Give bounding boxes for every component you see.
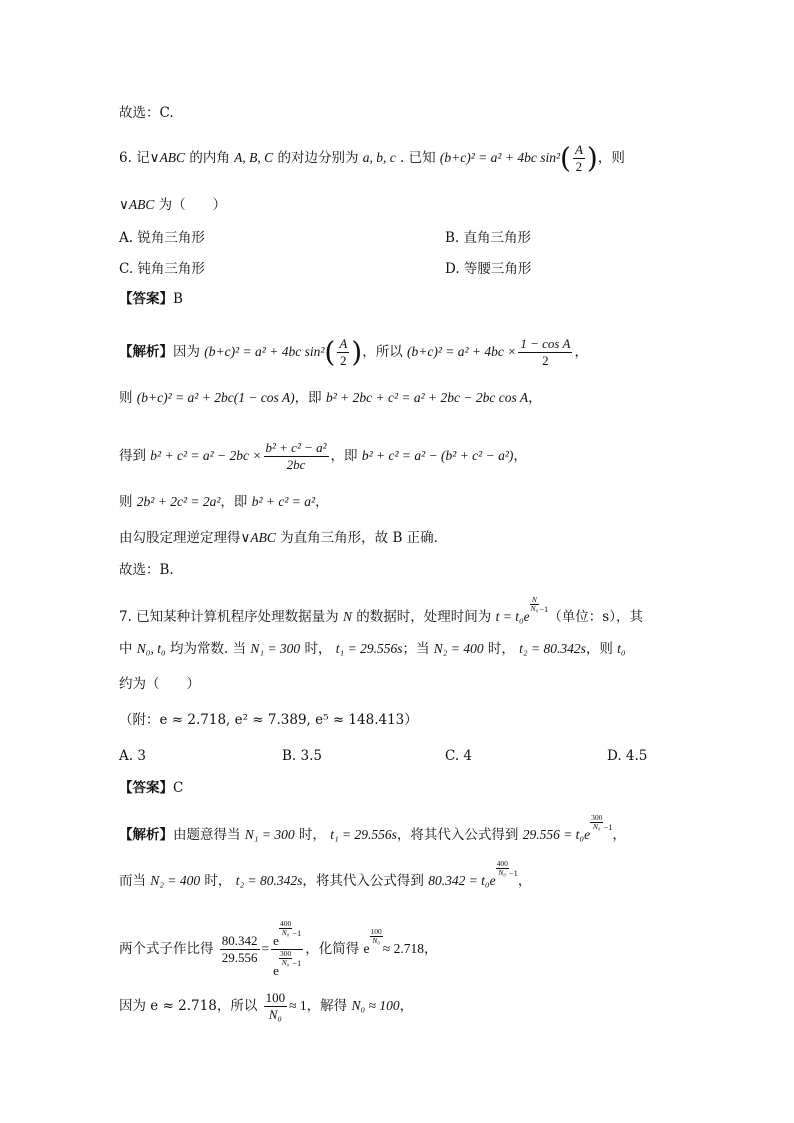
q7-solution-line-2: 而当 N₂ = 400 时， t₂ = 80.342s，将其代入公式得到 80.342 = t₀e $\frac{400}{\text{N₀}}$ $^{-1}$， <box>119 859 532 889</box>
q7-answer: 【答案】C <box>119 780 184 796</box>
exp-ratio-fraction: e $\frac{400}{\text{N₀}}$ $^{-1}$ e $\frac{300}{\text{N₀}}$ $^{-1}$ <box>273 919 302 978</box>
q7-option-b: B. 3.5 <box>282 748 322 764</box>
q6-answer: 【答案】B <box>119 291 183 307</box>
fraction-a-over-2: $\frac{A}{2}$ <box>574 142 583 174</box>
question-6-stem-cont: ∨ABC 为（ ） <box>119 197 227 213</box>
q6-solution-line-1: 【解析】因为 (b+c)² = a² + 4bc sin²( $\frac{A}{2}$ )，所以 (b+c)² = a² + 4bc × $\frac{\text{1 − cos A}}{2}$ ， <box>119 335 588 369</box>
q6-option-c: C. 钝角三角形 <box>119 261 205 277</box>
question-7-stem: 7. 已知某种计算机程序处理数据量为 N 的数据时，处理时间为 t = t₀e $\frac{N}{\text{N₀}}$ $^{-1}$（单位：s），其 <box>119 595 643 625</box>
q6-solution-line-3: 得到 b² + c² = a² − 2bc × $\frac{\text{b² + c² − a²}}{2bc}$ ，即 b² + c² = a² − (b² + c² − a²)， <box>119 440 527 472</box>
q7-option-a: A. 3 <box>119 748 146 764</box>
q7-solution-line-1: 【解析】由题意得当 N₁ = 300 时， t₁ = 29.556s，将其代入公式得到 29.556 = t₀e $\frac{300}{\text{N₀}}$ $^{-1}$， <box>119 813 626 843</box>
q6-solution-conclusion: 故选：B. <box>119 562 174 578</box>
q6-solution-line-4: 则 2b² + 2c² = 2a²，即 b² + c² = a²， <box>119 494 329 510</box>
q6-solution-line-2: 则 (b+c)² = a² + 2bc(1 − cos A)，即 b² + 2bc + c² = a² + 2bc − 2bc cos A， <box>119 390 542 406</box>
q6-option-d: D. 等腰三角形 <box>445 261 532 277</box>
q6-option-b: B. 直角三角形 <box>445 230 532 246</box>
question-7-stem-end: 约为（ ） <box>119 676 200 692</box>
q7-option-c: C. 4 <box>445 748 473 764</box>
ratio-fraction: $\frac{80.342}{29.556}$ <box>221 933 258 965</box>
q6-option-a: A. 锐角三角形 <box>119 230 205 246</box>
text-line-prev-answer: 故选：C. <box>119 105 174 121</box>
condition-formula: (b+c)² = a² + 4bc sin² <box>439 150 560 165</box>
question-7-appendix: （附：e ≈ 2.718, e² ≈ 7.389, e⁵ ≈ 148.413） <box>119 712 418 728</box>
q7-solution-line-4: 因为 e ≈ 2.718，所以 $\frac{100}{\text{N₀}}$ ≈ 1，解得 N₀ ≈ 100， <box>119 990 414 1022</box>
q6-solution-line-5: 由勾股定理逆定理得∨ABC 为直角三角形，故 B 正确. <box>119 530 438 546</box>
question-6-stem: 6. 记∨ABC 的内角 A, B, C 的对边分别为 a, b, c . 已知 (b+c)² = a² + 4bc sin²( $\frac{A}{2}$ )，则 <box>119 141 625 175</box>
q7-option-d: D. 4.5 <box>607 748 648 764</box>
q7-solution-line-3: 两个式子作比得 $\frac{80.342}{29.556}$ = e $\frac{400}{\text{N₀}}$ $^{-1}$ e $\frac{300}{\text{N₀}}$ $^{-1}$ ，化简得 e $\frac{100}{\text{N₀}}$ ≈ 2.718， <box>119 919 438 978</box>
question-7-stem-cont: 中 N₀, t₀ 均为常数. 当 N₁ = 300 时， t₁ = 29.556s；当 N₂ = 400 时， t₂ = 80.342s，则 t₀ <box>119 641 626 657</box>
